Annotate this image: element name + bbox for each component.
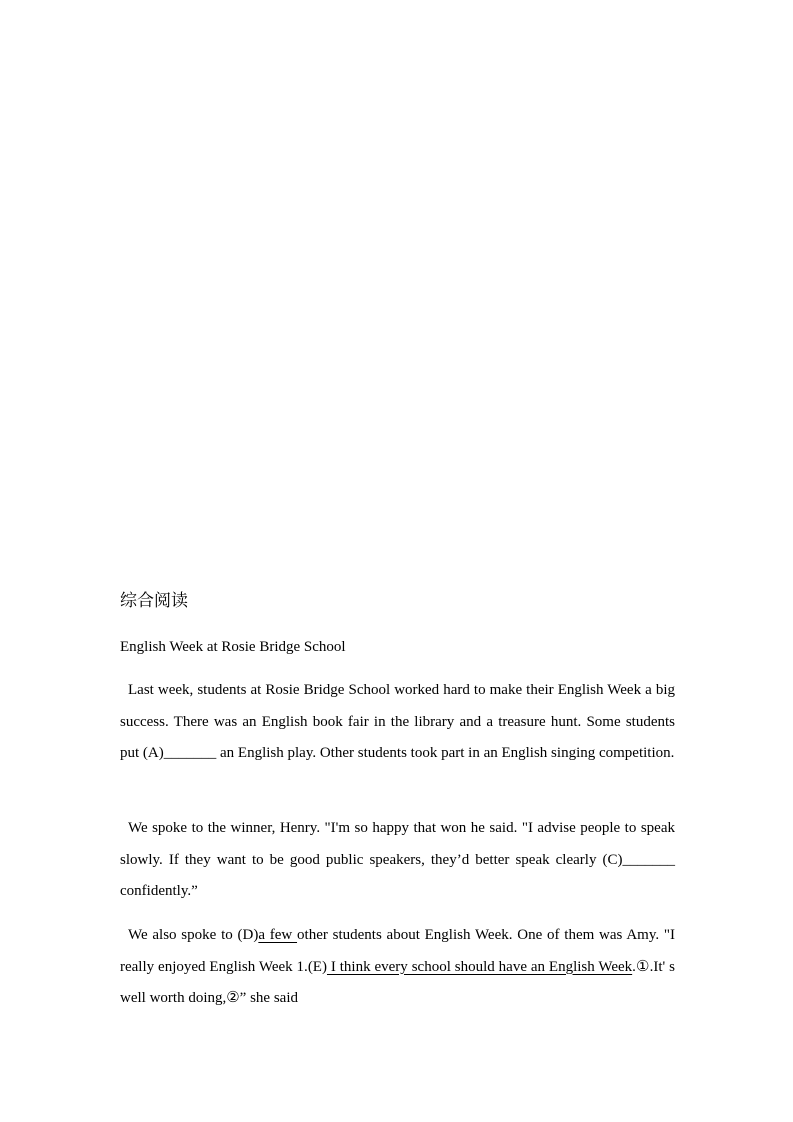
article-title: English Week at Rosie Bridge School: [120, 639, 346, 655]
label-d: (D): [237, 927, 259, 943]
label-e: (E): [307, 958, 327, 975]
blank-a: (A)_______: [142, 745, 217, 761]
paragraph-3: [120, 920, 675, 1015]
paragraph-3-text-a: We also spoke to: [128, 927, 238, 943]
paragraph-2-text-a: We spoke to the winner, Henry. "I'm so happy that won he said. "I advise people to speak slowly. If they want to be good public speakers, they’d better speak clearly: [120, 820, 675, 868]
paragraph-1-text-b: an English play. Other students took part in an English singing competition.: [216, 745, 675, 761]
underlined-phrase-d: a few: [258, 927, 298, 943]
paragraph-1-text-a: Last week, students at Rosie Bridge School worked hard to make their English Week a big success. There was an English book fair in the library and a treasure hunt. Some students put: [120, 682, 675, 761]
paragraph-2-text-b: confidently.”: [120, 883, 198, 899]
blank-c: (C)_______: [602, 851, 675, 868]
paragraph-1: [120, 675, 675, 770]
paragraph-3-text-c: .①.It' s well worth doing,②” she said: [120, 958, 675, 1006]
paragraph-2: [120, 813, 675, 908]
section-heading: 综合阅读: [120, 591, 188, 611]
paragraph-3-text-b: other students about English Week. One of them was Amy. "I really enjoyed English Week 1.: [120, 927, 675, 975]
underlined-sentence-e: I think every school should have an English Week: [326, 958, 633, 975]
